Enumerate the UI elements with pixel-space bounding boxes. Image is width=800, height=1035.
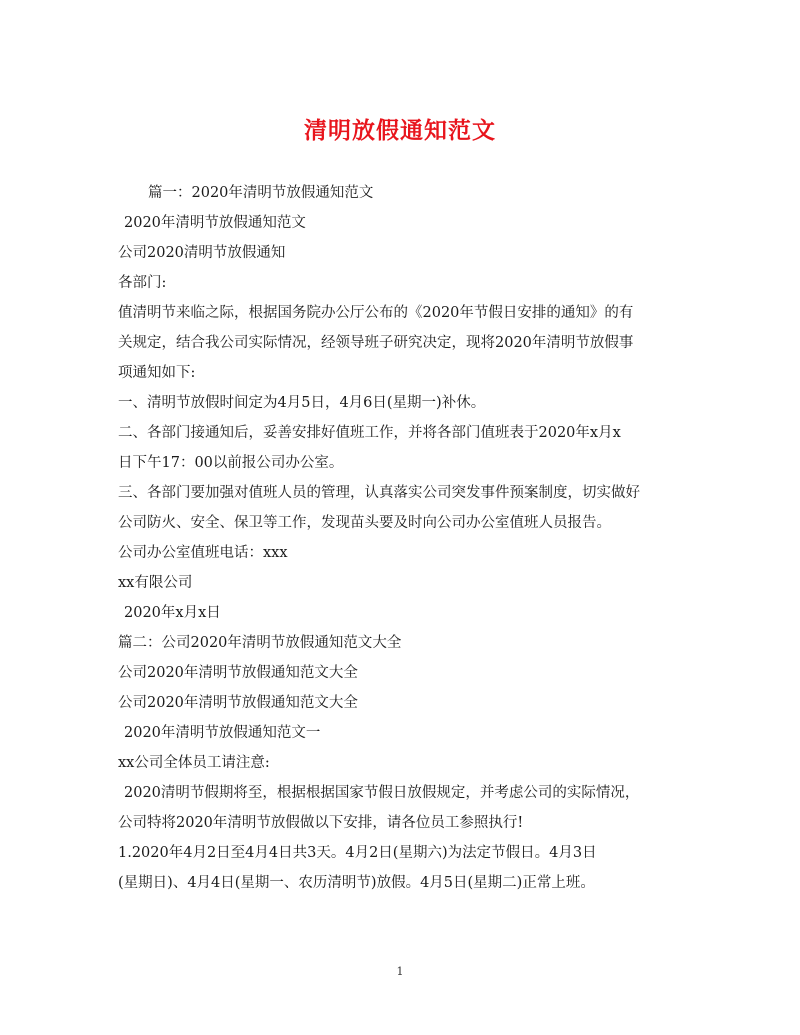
text-line: 公司2020清明节放假通知 [118, 245, 286, 261]
text-line: (星期日)、4月4日(星期一、农历清明节)放假。4月5日(星期二)正常上班。 [118, 875, 595, 891]
text-line: 公司2020年清明节放假通知范文大全 [118, 665, 358, 681]
text-line: 一、清明节放假时间定为4月5日，4月6日(星期一)补休。 [118, 395, 486, 411]
text-line: 二、各部门接通知后，妥善安排好值班工作，并将各部门值班表于2020年x月x [118, 425, 621, 441]
page-number: 1 [396, 965, 404, 978]
text-line: 值清明节来临之际，根据国务院办公厅公布的《2020年节假日安排的通知》的有 [118, 305, 634, 321]
text-line: 项通知如下: [118, 365, 196, 381]
text-line: 公司2020年清明节放假通知范文大全 [118, 695, 358, 711]
text-line: 各部门: [118, 275, 167, 291]
text-line: xx公司全体员工请注意: [118, 755, 270, 771]
text-line: 公司办公室值班电话：xxx [118, 545, 288, 561]
text-line: 日下午17：00以前报公司办公室。 [118, 455, 344, 471]
text-line: 2020年清明节放假通知范文 [124, 215, 306, 231]
document-body [118, 178, 688, 898]
text-line: 公司特将2020年清明节放假做以下安排，请各位员工参照执行! [118, 815, 524, 831]
text-line: 2020年清明节放假通知范文一 [124, 725, 321, 741]
text-line: 2020清明节假期将至，根据根据国家节假日放假规定，并考虑公司的实际情况， [124, 785, 640, 801]
text-line: 三、各部门要加强对值班人员的管理，认真落实公司突发事件预案制度，切实做好 [118, 485, 640, 501]
text-line: 1.2020年4月2日至4月4日共3天。4月2日(星期六)为法定节假日。4月3日 [118, 845, 597, 861]
text-line: xx有限公司 [118, 575, 193, 591]
text-line: 2020年x月x日 [124, 605, 221, 621]
text-line: 篇二：公司2020年清明节放假通知范文大全 [118, 635, 402, 651]
text-line: 关规定，结合我公司实际情况，经领导班子研究决定，现将2020年清明节放假事 [118, 335, 634, 351]
document-title: 清明放假通知范文 [304, 117, 496, 144]
text-line: 公司防火、安全、保卫等工作，发现苗头要及时向公司办公室值班人员报告。 [118, 515, 611, 531]
text-line: 篇一：2020年清明节放假通知范文 [148, 185, 374, 201]
